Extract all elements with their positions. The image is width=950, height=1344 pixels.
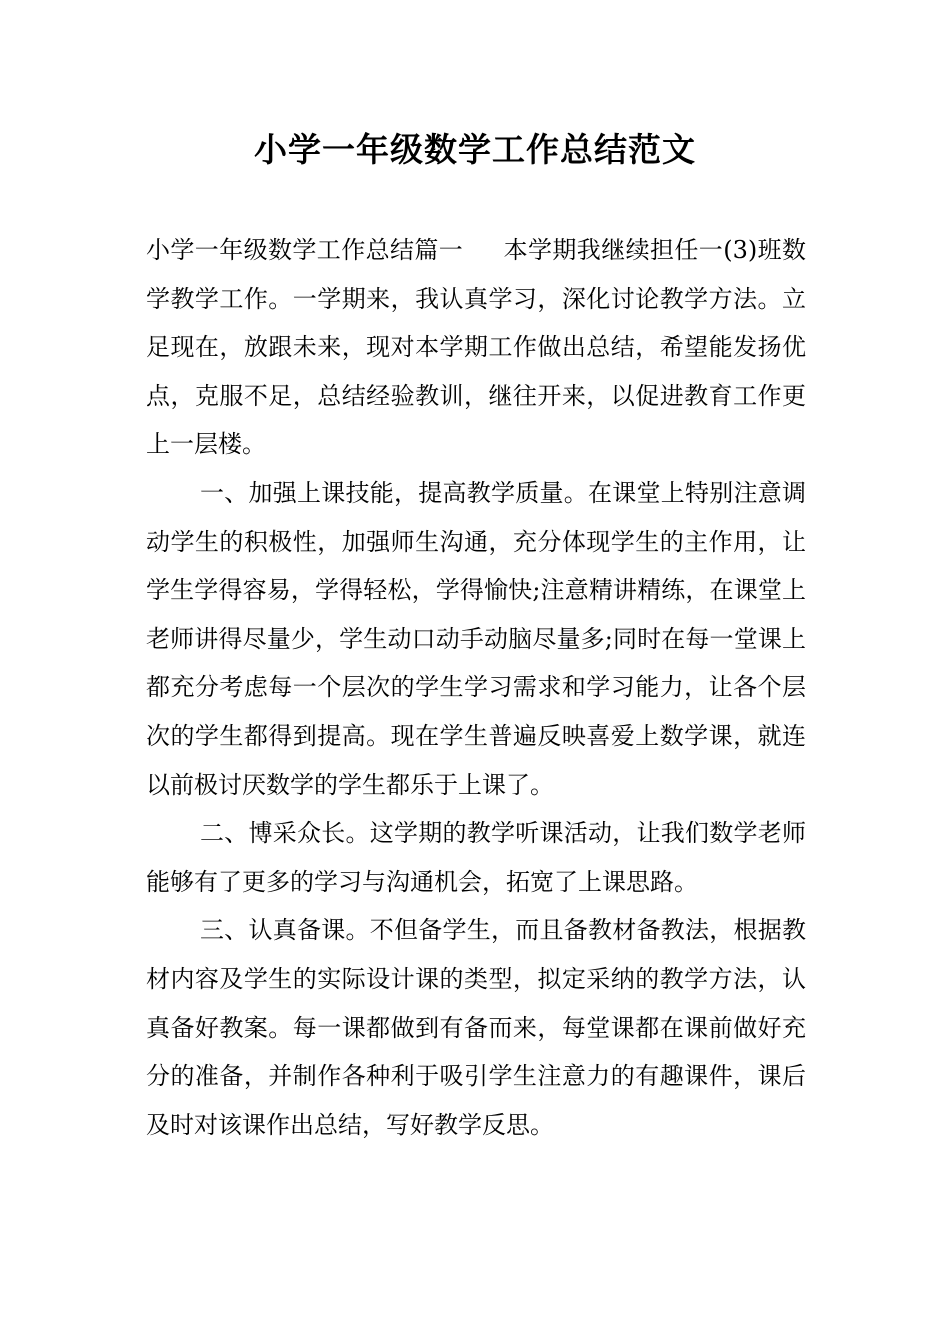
intro-paragraph [146, 226, 806, 469]
paragraph-3: 三、认真备课。不但备学生，而且备教材备教法，根据教材内容及学生的实际设计课的类型，拟定采纳的教学方法，认真备好教案。每一课都做到有备而来，每堂课都在课前做好充分的准备，并制作各种利于吸引学生注意力的有趣课件，课后及时对该课作出总结，写好教学反思。 [146, 916, 806, 1139]
document-body [146, 226, 806, 1149]
document-title: 小学一年级数学工作总结范文 [254, 130, 696, 169]
paragraph-text: 本学期我继续担任一(3)班数学教学工作。一学期来，我认真学习，深化讨论教学方法。立足现在，放跟未来，现对本学期工作做出总结，希望能发扬优点，克服不足，总结经验教训，继往开来，以促进教育工作更上一层楼。 [146, 236, 806, 459]
paragraph-1: 一、加强上课技能，提高教学质量。在课堂上特别注意调动学生的积极性，加强师生沟通，充分体现学生的主作用，让学生学得容易，学得轻松，学得愉快;注意精讲精练，在课堂上老师讲得尽量少，学生动口动手动脑尽量多;同时在每一堂课上都充分考虑每一个层次的学生学习需求和学习能力，让各个层次的学生都得到提高。现在学生普遍反映喜爱上数学课，就连以前极讨厌数学的学生都乐于上课了。 [146, 478, 806, 799]
paragraph-2: 二、博采众长。这学期的教学听课活动，让我们数学老师能够有了更多的学习与沟通机会，拓宽了上课思路。 [146, 819, 806, 896]
intro-heading: 小学一年级数学工作总结篇一 [146, 236, 464, 264]
